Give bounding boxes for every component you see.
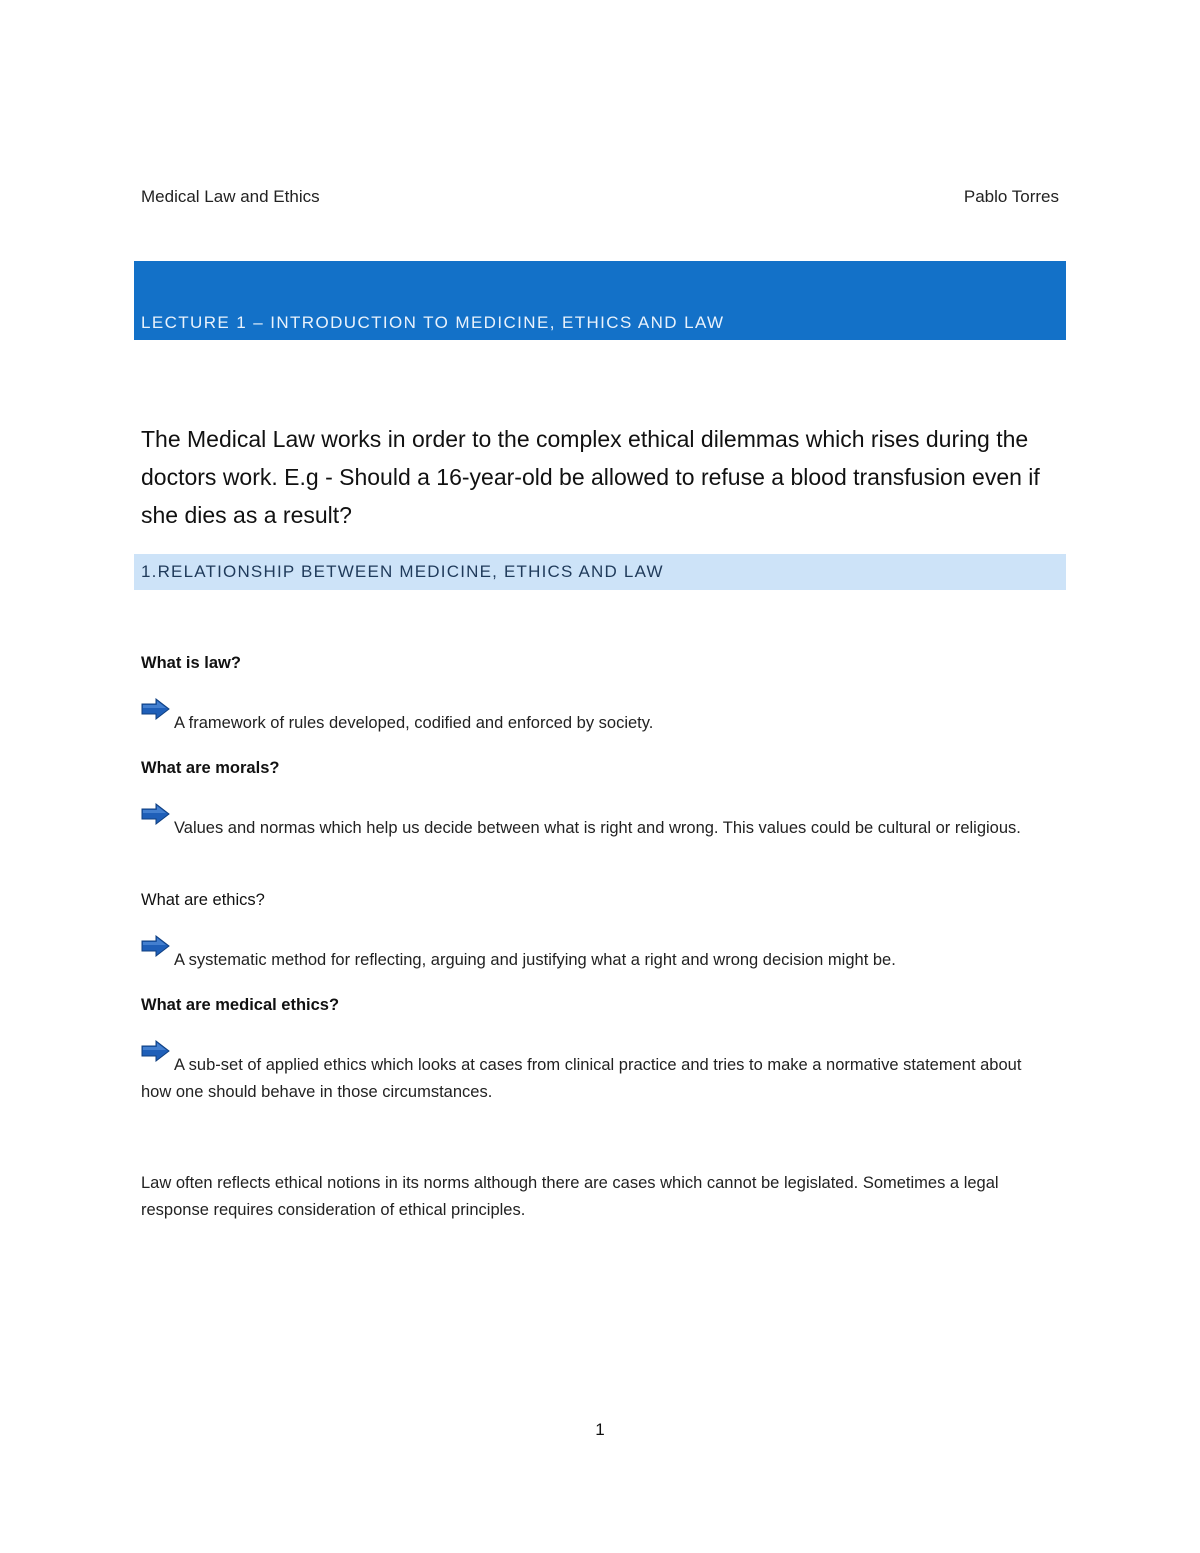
- closing-paragraph: Law often reflects ethical notions in its norms although there are cases which cannot be legislated. Sometimes a legal response requires consideration of ethical principles.: [141, 1174, 999, 1219]
- right-arrow-icon: [141, 935, 171, 957]
- lecture-title: LECTURE 1 – INTRODUCTION TO MEDICINE, ETHICS AND LAW: [141, 313, 725, 332]
- header-course-title: Medical Law and Ethics: [141, 187, 320, 206]
- lecture-banner: [134, 261, 1066, 340]
- header-author: Pablo Torres: [963, 187, 1059, 206]
- page-number: 1: [595, 1420, 605, 1439]
- question-medical-ethics: What are medical ethics?: [141, 996, 340, 1014]
- answer-medical-ethics: [141, 1048, 1056, 1106]
- answer-law: [141, 706, 1056, 737]
- question-law: What is law?: [141, 654, 241, 672]
- answer-text: A framework of rules developed, codified and enforced by society.: [174, 714, 654, 732]
- answer-ethics: [141, 943, 1056, 974]
- answer-text: Values and normas which help us decide between what is right and wrong. This values could be cultural or religious.: [174, 819, 1021, 837]
- section-title: 1.RELATIONSHIP BETWEEN MEDICINE, ETHICS AND LAW: [141, 562, 664, 581]
- answer-text: A sub-set of applied ethics which looks at cases from clinical practice and tries to make a normative statement about how one should behave in those circumstances.: [141, 1056, 1022, 1101]
- right-arrow-icon: [141, 698, 171, 720]
- intro-paragraph: The Medical Law works in order to the complex ethical dilemmas which rises during the doctors work. E.g - Should a 16-year-old be allowed to refuse a blood transfusion even if she dies as a result?: [141, 426, 1040, 528]
- right-arrow-icon: [141, 803, 171, 825]
- question-morals: What are morals?: [141, 759, 280, 777]
- answer-text: A systematic method for reflecting, arguing and justifying what a right and wrong decision might be.: [174, 951, 896, 969]
- answer-morals: [141, 811, 1056, 842]
- question-ethics: What are ethics?: [141, 891, 265, 909]
- right-arrow-icon: [141, 1040, 171, 1062]
- section-banner: [134, 554, 1066, 590]
